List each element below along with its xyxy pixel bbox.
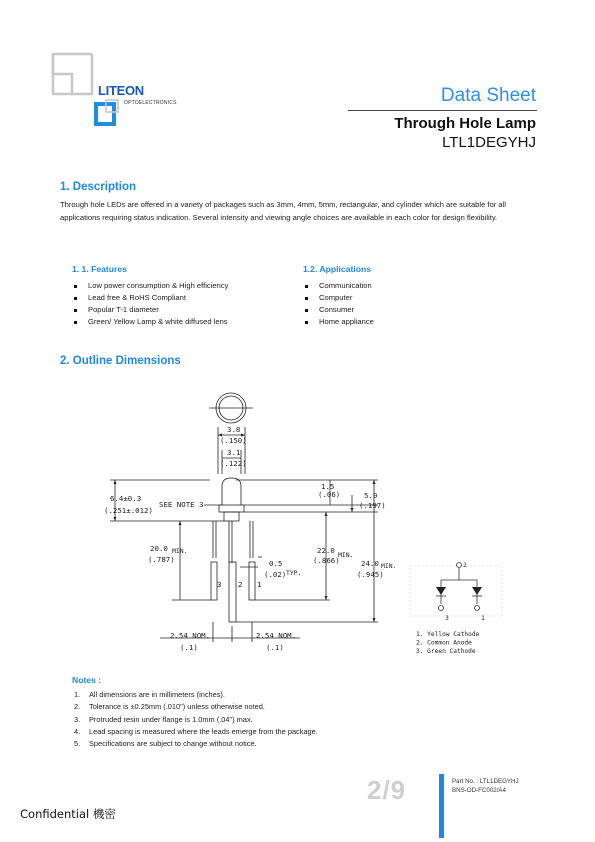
dim-02: (.02) [264,570,287,579]
list-item: Computer [303,292,374,304]
dim-nom-2: 2.54 NOM. [256,631,297,640]
legend-common-anode: 2. Common Anode [416,639,472,647]
dim-nom-1b: (.1) [180,643,198,652]
see-note-3: SEE NOTE 3 [159,500,204,509]
logo-wordmark: LITEON [98,83,144,98]
legend-green-cathode: 3. Green Cathode [416,648,476,655]
dim-20-0: 20.0 [150,544,168,553]
list-item [74,726,494,738]
lead-label-2: 2 [238,580,243,589]
description-text: Through hole LEDs are offered in a variety of packages such as 3mm, 4mm, 5mm, rectangular, and cylinder which are suitable for all applications requiring status indication. Several intensity and viewing angle choices are available in each color for design flexibility. [60,200,506,222]
lead-label-3: 3 [217,580,222,589]
logo-subtitle: OPTOELECTRONICS [124,100,177,106]
dim-typ: TYP. [286,569,302,577]
pin-3-label: 3 [445,614,449,622]
features-heading: 1. 1. Features [72,264,127,274]
note-number: 2. [74,702,81,712]
list-item: Consumer [303,304,374,316]
footer-part-no: Part No. : LTL1DEGYHJ [452,778,519,785]
pin-2-label: 2 [463,561,467,569]
list-item [74,701,494,713]
note-text: Protruded resin under flange is 1.0mm (.04") max. [89,714,253,724]
footer-doc-no: BNS-OD-FC002/A4 [452,787,506,794]
dim-251: (.251±.012) [104,506,153,515]
dim-nom-2b: (.1) [266,643,284,652]
list-item: Popular T-1 diameter [72,304,228,316]
dim-787: (.787) [148,555,175,564]
notes-list [74,689,494,750]
note-number: 3. [74,714,81,724]
note-number: 1. [74,690,81,699]
dim-1-5: 1.5 [321,482,335,491]
applications-heading: 1.2. Applications [303,264,371,274]
list-item: Home appliance [303,316,374,328]
list-item: Green/ Yellow Lamp & white diffused lens [72,316,228,328]
legend-yellow-cathode: 1. Yellow Cathode [416,631,480,638]
confidential-label: Confidential 機密 [20,807,116,821]
dim-06: (.06) [318,490,341,499]
pin-1-label: 1 [481,614,485,622]
dim-min-1: MIN. [172,547,188,555]
list-item [74,738,494,750]
outline-heading: 2. Outline Dimensions [60,355,181,367]
note-text: All dimensions are in millimeters (inches). [89,690,225,699]
list-item: Communication [303,280,374,292]
dim-150: (.150) [220,436,247,445]
list-item: Lead free & RoHS Compliant [72,292,228,304]
note-number: 5. [74,739,81,749]
dim-122: (.122) [220,459,247,468]
header-rule [348,110,537,111]
features-list [72,280,228,328]
note-text: Specifications are subject to change without notice. [89,739,257,749]
dim-3-1: 3.1 [227,448,241,457]
dim-0-5: 0.5 [269,559,283,568]
applications-list [303,280,374,328]
dim-6-4: 6.4±0.3 [110,494,142,503]
product-title: Through Hole Lamp [394,115,536,132]
list-item [74,714,494,726]
dim-min-3: MIN. [381,562,397,570]
description-heading: 1. Description [60,181,137,193]
note-text: Tolerance is ±0.25mm (.010") unless otherwise noted. [89,702,265,712]
dim-5-0: 5.0 [364,491,378,500]
dim-945: (.945) [357,570,384,579]
note-text: Lead spacing is measured where the leads emerge from the package. [89,726,318,736]
notes-heading: Notes : [72,675,102,685]
note-number: 4. [74,726,81,736]
footer-accent-bar [439,774,444,838]
dim-min-2: MIN. [338,551,354,559]
dim-197: (.197) [359,501,386,510]
dim-866: (.866) [313,556,340,565]
dim-3-8: 3.8 [227,425,241,434]
dim-24-0: 24.0 [361,559,379,568]
lead-label-1: 1 [257,580,262,589]
dim-nom-1: 2.54 NOM. [170,631,211,640]
list-item [74,689,494,701]
list-item: Low power consumption & High efficiency [72,280,228,292]
dim-22-0: 22.0 [317,546,335,555]
doc-type-title: Data Sheet [440,85,536,106]
circuit-schematic [408,556,508,660]
page-number: 2/9 [367,775,407,805]
part-number: LTL1DEGYHJ [442,134,536,151]
